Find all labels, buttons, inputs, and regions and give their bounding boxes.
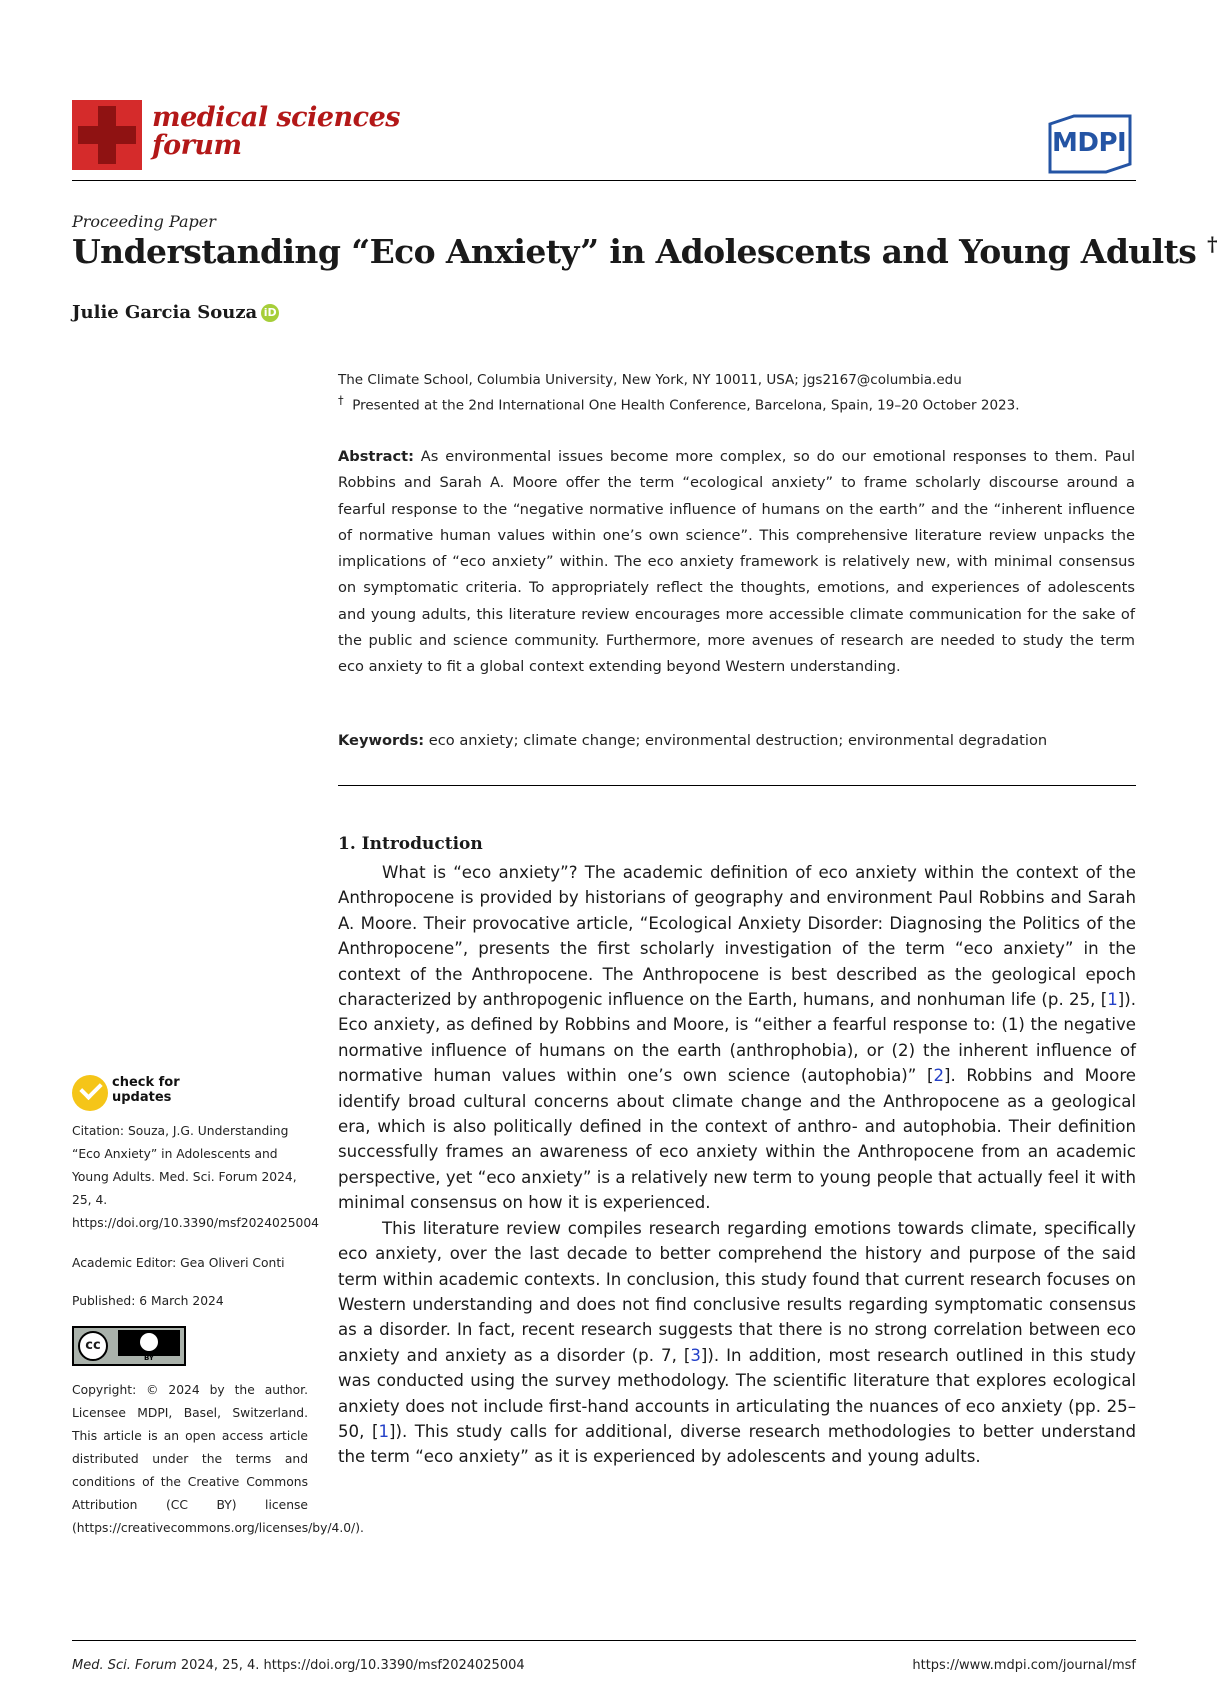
check-line1: check for bbox=[112, 1075, 180, 1090]
paper-type: Proceeding Paper bbox=[72, 212, 216, 231]
header-rule bbox=[72, 180, 1136, 181]
introduction-body bbox=[338, 860, 1136, 1470]
footnote-mark: † bbox=[338, 394, 344, 407]
paragraph-text: What is “eco anxiety”? The academic definition of eco anxiety within the context of the Anthropocene is provided by historians of geography and environment Paul Robbins and Sarah A. Moore. Their provocative article, “Ecological Anxiety Disorder: Diagnosing the Politics of the Anthropocene”, presents the first scholarly investigation of the term “eco anxiety” in the context of the Anthropocene. The Anthropocene is best described as the geological epoch characterized by anthropogenic influence on the Earth, humans, and nonhuman life (p. 25, [ bbox=[338, 863, 1136, 1010]
citation-link[interactable]: 2 bbox=[933, 1066, 944, 1086]
abstract-text: As environmental issues become more complex, so do our emotional responses to them. Paul Robbins and Sarah A. Moore offer the term “ecological anxiety” to frame scholarly discourse around a fearful response to the “negative normative influence of humans on the earth” and the “inherent influence of normative human values within one’s own science”. This comprehensive literature review unpacks the implications of “eco anxiety” within. The eco anxiety framework is relatively new, with minimal consensus on symptomatic criteria. To appropriately reflect the thoughts, emotions, and experiences of adolescents and young adults, this literature review encourages more accessible climate communication for the sake of the public and science community. Furthermore, more avenues of research are needed to study the term eco anxiety to fit a global context extending beyond Western understanding. bbox=[338, 448, 1135, 676]
paragraph-text: ]). In addition, most research outlined in this study was conducted using the survey methodology. The scientific literature that explores ecological anxiety does not include first-hand accounts in articulating the nuances of eco anxiety (pp. 25–50, [ bbox=[338, 1345, 1136, 1441]
journal-name-line1: medical sciences bbox=[152, 102, 400, 133]
check-icon bbox=[72, 1075, 108, 1111]
abstract-label: Abstract: bbox=[338, 448, 414, 465]
citation-link[interactable]: 3 bbox=[690, 1345, 701, 1365]
paper-title bbox=[72, 232, 1217, 271]
section-heading: 1. Introduction bbox=[338, 834, 483, 854]
citation-link[interactable]: 1 bbox=[378, 1421, 389, 1441]
cc-by-license-icon[interactable] bbox=[72, 1326, 186, 1366]
author bbox=[72, 302, 279, 323]
title-footnote-mark: † bbox=[1207, 232, 1217, 256]
orcid-icon[interactable]: iD bbox=[261, 304, 279, 322]
keywords-text: eco anxiety; climate change; environmental destruction; environmental degradation bbox=[428, 732, 1048, 749]
footnote-text: Presented at the 2nd International One Health Conference, Barcelona, Spain, 19–20 October 2023. bbox=[352, 397, 1020, 414]
paragraph-text: ]). Eco anxiety, as defined by Robbins and Moore, is “either a fearful response to: (1) the negative normative influence of humans on the earth (anthrophobia), or (2) the inherent influence of normative human values within one’s own science (autophobia)” [ bbox=[338, 990, 1136, 1086]
presentation-footnote bbox=[338, 394, 1020, 414]
footer-journal-url[interactable]: https://www.mdpi.com/journal/msf bbox=[912, 1658, 1136, 1673]
keywords bbox=[338, 732, 1047, 749]
paragraph-text: This literature review compiles research regarding emotions towards climate, specifically eco anxiety, over the last decade to better comprehend the history and purpose of the said term within academic contexts. In conclusion, this study found that current research focuses on Western understanding and does not find conclusive results regarding symptomatic consensus as a disorder. In fact, recent research suggests that there is no strong correlation between eco anxiety and anxiety as a disorder (p. 7, [ bbox=[338, 1218, 1136, 1365]
footer-rule bbox=[72, 1640, 1136, 1641]
paragraph-text: ]. Robbins and Moore identify broad cultural concerns about climate change and the Anthropocene as a geological era, which is also politically defined in the context of anthro- and autophobia. Their definition successfully frames an awareness of eco anxiety within the Anthropocene from an academic perspective, yet “eco anxiety” is a relatively new term to young people that actually feel it with minimal consensus on how it is experienced. bbox=[338, 1066, 1136, 1213]
journal-name bbox=[152, 104, 400, 160]
keywords-label: Keywords: bbox=[338, 732, 425, 749]
abstract-rule bbox=[338, 785, 1136, 786]
copyright-note: Copyright: © 2024 by the author. Licensee MDPI, Basel, Switzerland. This article is an open access article distributed under the terms and conditions of the Creative Commons Attribution (CC BY) license (https://creativecommons.org/licenses/by/4.0/). bbox=[72, 1383, 364, 1535]
paragraph bbox=[338, 860, 1136, 1216]
paragraph-text: ]). This study calls for additional, diverse research methodologies to better understand the term “eco anxiety” as it is experienced by adolescents and young adults. bbox=[338, 1421, 1136, 1467]
paper-title-text: Understanding “Eco Anxiety” in Adolescents and Young Adults bbox=[72, 232, 1197, 271]
citation-note: Citation: Souza, J.G. Understanding “Eco Anxiety” in Adolescents and Young Adults. Med. Sci. Forum 2024, 25, 4. https://doi.org/10.3390/msf2024025004 bbox=[72, 1124, 319, 1230]
publisher-name: MDPI bbox=[1052, 128, 1127, 158]
paragraph bbox=[338, 1216, 1136, 1470]
affiliation: The Climate School, Columbia University, New York, NY 10011, USA; jgs2167@columbia.edu bbox=[338, 372, 962, 388]
journal-name-line2: forum bbox=[152, 130, 242, 161]
abstract bbox=[338, 444, 1135, 681]
footer-citation bbox=[72, 1658, 525, 1673]
by-icon bbox=[118, 1330, 180, 1356]
citation-link[interactable]: 1 bbox=[1107, 990, 1118, 1010]
footer-doi[interactable]: 2024, 25, 4. https://doi.org/10.3390/msf2024025004 bbox=[180, 1658, 525, 1673]
mdpi-logo bbox=[1046, 114, 1134, 174]
author-name[interactable]: Julie Garcia Souza bbox=[72, 302, 258, 323]
published-date: Published: 6 March 2024 bbox=[72, 1294, 224, 1308]
check-line2: updates bbox=[112, 1090, 172, 1105]
by-label: BY bbox=[143, 1354, 155, 1362]
academic-editor: Academic Editor: Gea Oliveri Conti bbox=[72, 1256, 285, 1270]
check-for-updates-label bbox=[112, 1075, 180, 1105]
cc-icon: cc bbox=[78, 1331, 108, 1361]
footer-journal: Med. Sci. Forum bbox=[72, 1658, 177, 1673]
check-for-updates-button[interactable] bbox=[72, 1075, 182, 1115]
journal-logo-icon bbox=[72, 100, 142, 170]
